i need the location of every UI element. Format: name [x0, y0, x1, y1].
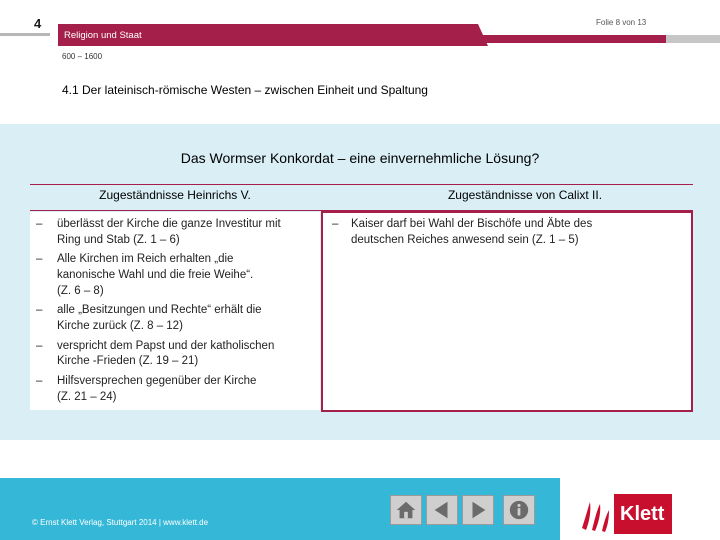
- list-dash: –: [36, 375, 43, 387]
- left-column-heading: Zugeständnisse Heinrichs V.: [99, 188, 251, 202]
- section-title: 4.1 Der lateinisch-römische Westen – zwischen Einheit und Spaltung: [62, 83, 428, 97]
- klett-emblem-icon: [578, 498, 612, 534]
- previous-button[interactable]: [426, 495, 458, 525]
- list-item-line: Alle Kirchen im Reich erhalten „die: [57, 253, 234, 265]
- next-button[interactable]: [462, 495, 494, 525]
- list-item-line: alle „Besitzungen und Rechte“ erhält die: [57, 304, 262, 316]
- list-item-line: Hilfsversprechen gegenüber der Kirche: [57, 375, 257, 387]
- list-item-line: verspricht dem Papst und der katholischen: [57, 340, 275, 352]
- list-item-line: Kaiser darf bei Wahl der Bischöfe und Äbte des: [351, 218, 593, 230]
- list-item-line: überlässt der Kirche die ganze Investitur mit: [57, 218, 281, 230]
- home-icon: [395, 499, 417, 521]
- right-column-heading: Zugeständnisse von Calixt II.: [447, 188, 603, 202]
- copyright-text: © Ernst Klett Verlag, Stuttgart 2014 | www.klett.de: [32, 518, 209, 527]
- heading-top-divider: [30, 184, 693, 185]
- chapter-number: 4: [34, 16, 42, 31]
- subject-label: Religion und Staat: [64, 30, 142, 41]
- slide-counter: Folie 8 von 13: [596, 18, 647, 27]
- list-dash: –: [36, 304, 43, 316]
- arrow-right-icon: [467, 499, 489, 521]
- list-dash: –: [36, 340, 43, 352]
- main-title: Das Wormser Konkordat – eine einvernehmliche Lösung?: [180, 150, 540, 166]
- list-dash: –: [36, 253, 43, 265]
- list-item-line: (Z. 21 – 24): [57, 391, 117, 403]
- header-band: [58, 24, 478, 46]
- list-item-line: kanonische Wahl und die freie Weihe“.: [57, 269, 254, 281]
- header-right-bar: [483, 35, 666, 43]
- header-far-bar: [666, 35, 720, 43]
- list-item-line: deutschen Reiches anwesend sein (Z. 1 – 5): [351, 234, 579, 246]
- klett-logo-text: Klett: [620, 503, 665, 525]
- list-item-line: Kirche zurück (Z. 8 – 12): [57, 320, 183, 332]
- period-label: 600 – 1600: [62, 52, 103, 61]
- list-item-line: (Z. 6 – 8): [57, 285, 104, 297]
- list-item-line: Kirche -Frieden (Z. 19 – 21): [57, 355, 199, 367]
- arrow-left-icon: [431, 499, 453, 521]
- home-button[interactable]: [390, 495, 422, 525]
- list-item-line: Ring und Stab (Z. 1 – 6): [57, 234, 180, 246]
- info-button[interactable]: [503, 495, 535, 525]
- list-dash: –: [36, 218, 43, 230]
- list-dash: –: [332, 218, 339, 230]
- info-icon: [508, 499, 530, 521]
- left-accent-bar: [0, 33, 50, 36]
